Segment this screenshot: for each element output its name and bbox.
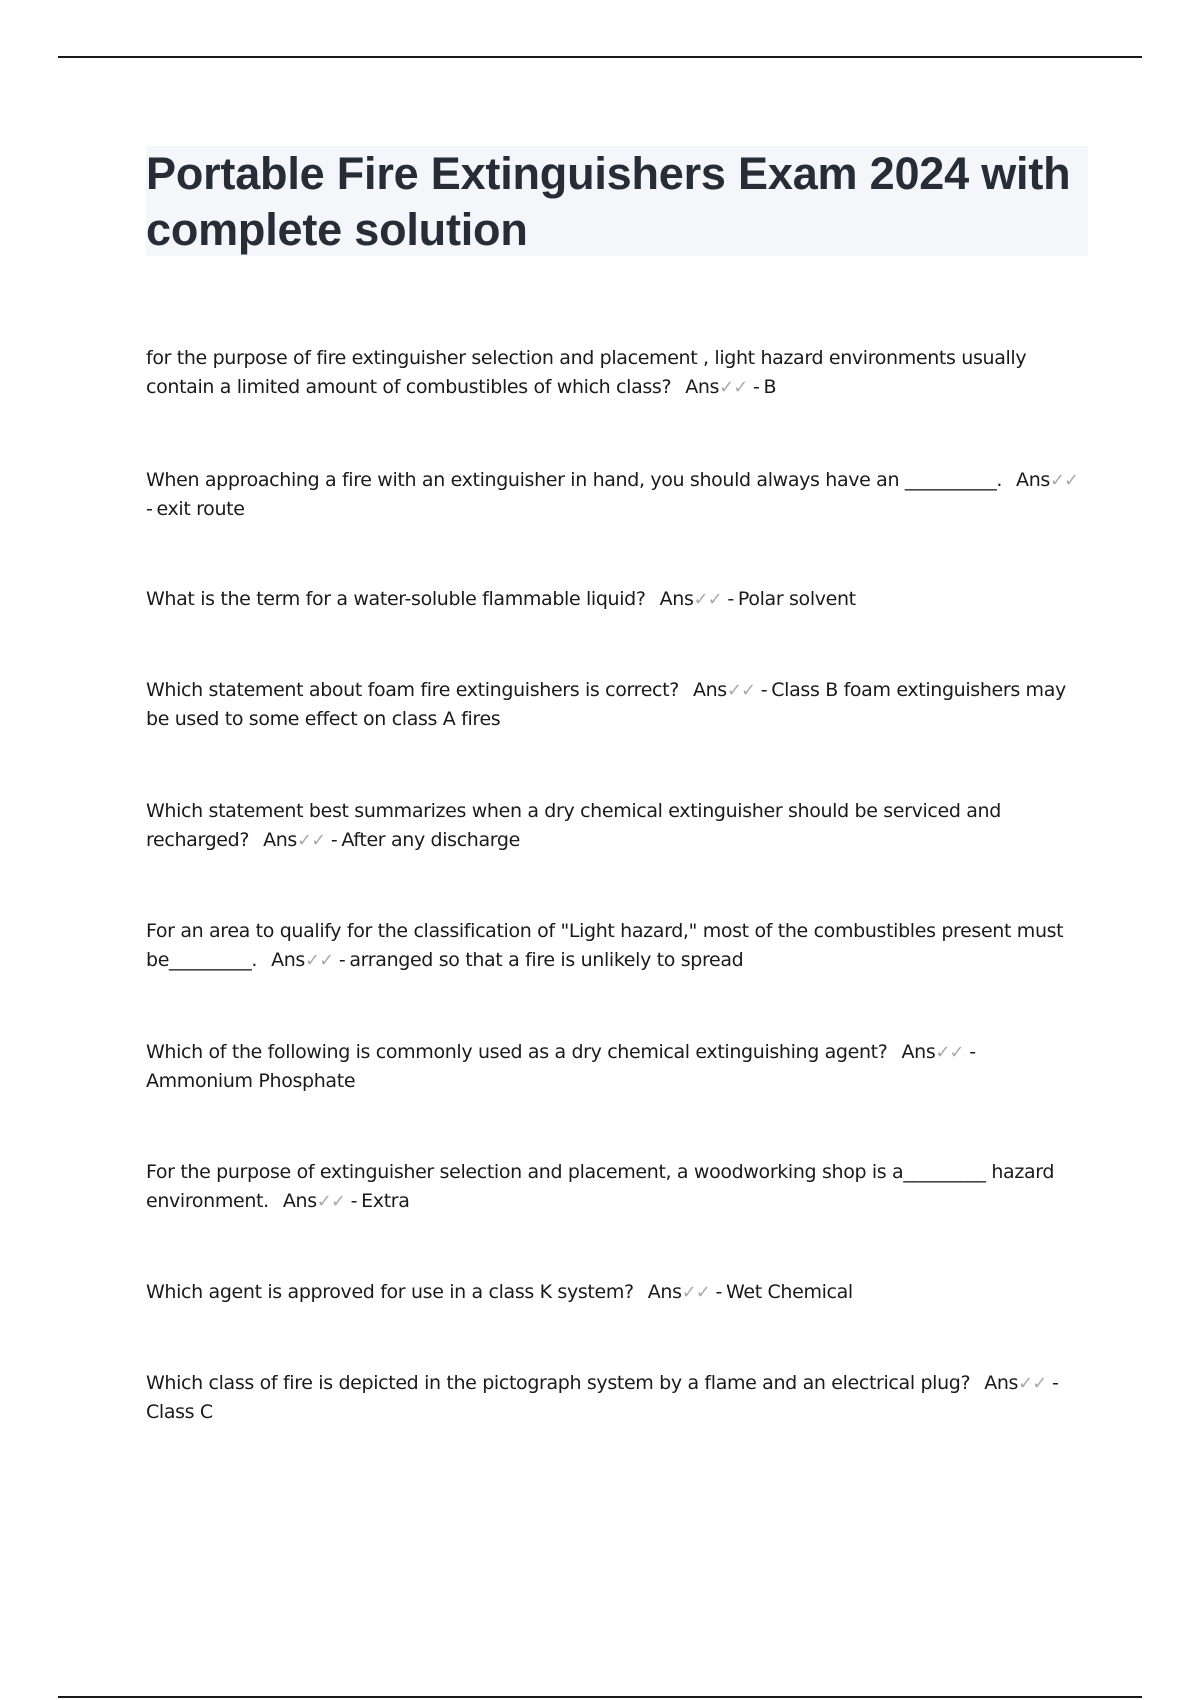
question-text: for the purpose of fire extinguisher selection and placement , light hazard environments usually contain a limited amount of combustibles of which class? bbox=[146, 347, 1027, 398]
question-text: What is the term for a water-soluble flammable liquid? bbox=[146, 588, 646, 610]
check-icon: ✓ bbox=[719, 377, 734, 398]
answer-prefix: Ans bbox=[263, 829, 297, 851]
question-text: Which class of fire is depicted in the pictograph system by a flame and an electrical plug? bbox=[146, 1372, 971, 1394]
answer-separator: - bbox=[146, 498, 153, 520]
question-text: For an area to qualify for the classification of "Light hazard," most of the combustibles present must be_________. bbox=[146, 920, 1064, 971]
answer-text: Class C bbox=[146, 1401, 213, 1423]
qa-item-1 bbox=[146, 344, 1086, 402]
qa-item-7 bbox=[146, 1038, 1086, 1096]
answer-text: Extra bbox=[361, 1190, 410, 1212]
check-icon: ✓ bbox=[316, 1191, 331, 1212]
answer-prefix: Ans bbox=[984, 1372, 1019, 1394]
qa-item-8 bbox=[146, 1158, 1086, 1216]
check-icon: ✓ bbox=[1064, 470, 1079, 491]
check-icon: ✓ bbox=[681, 1282, 696, 1303]
question-text: Which statement about foam fire extinguishers is correct? bbox=[146, 679, 679, 701]
answer-prefix: Ans bbox=[692, 679, 727, 701]
answer-text: After any discharge bbox=[341, 829, 520, 851]
answer-text: arranged so that a fire is unlikely to spread bbox=[349, 949, 744, 971]
check-icon: ✓ bbox=[311, 830, 326, 851]
answer-separator: - bbox=[350, 1190, 358, 1212]
answer-separator: - bbox=[727, 588, 734, 610]
answer-prefix: Ans bbox=[1016, 469, 1050, 491]
check-icon: ✓ bbox=[330, 1191, 345, 1212]
check-icon: ✓ bbox=[1049, 470, 1065, 491]
check-icon: ✓ bbox=[296, 830, 312, 851]
answer-text: B bbox=[763, 376, 777, 398]
answer-text: exit route bbox=[156, 498, 245, 520]
check-icon: ✓ bbox=[695, 1282, 710, 1303]
qa-item-6 bbox=[146, 917, 1086, 975]
check-icon: ✓ bbox=[319, 950, 334, 971]
question-text: Which agent is approved for use in a class K system? bbox=[146, 1281, 634, 1303]
qa-item-5 bbox=[146, 797, 1086, 855]
answer-prefix: Ans bbox=[271, 949, 305, 971]
qa-item-3 bbox=[146, 585, 1086, 614]
answer-prefix: Ans bbox=[901, 1041, 936, 1063]
check-icon: ✓ bbox=[1018, 1373, 1033, 1394]
qa-item-10 bbox=[146, 1369, 1086, 1427]
bottom-rule bbox=[58, 1696, 1142, 1698]
question-text: When approaching a fire with an extinguisher in hand, you should always have an __________. bbox=[146, 469, 1003, 491]
answer-separator: - bbox=[338, 949, 346, 971]
answer-text: Ammonium Phosphate bbox=[146, 1070, 356, 1092]
top-rule bbox=[58, 56, 1142, 58]
answer-prefix: Ans bbox=[685, 376, 720, 398]
answer-text: Polar solvent bbox=[737, 588, 856, 610]
answer-prefix: Ans bbox=[647, 1281, 682, 1303]
question-text: Which statement best summarizes when a dry chemical extinguisher should be serviced and recharged? bbox=[146, 800, 1001, 851]
answer-separator: - bbox=[753, 376, 760, 398]
answer-separator: - bbox=[760, 679, 768, 701]
check-icon: ✓ bbox=[693, 589, 708, 610]
qa-item-4 bbox=[146, 676, 1086, 734]
answer-text: Wet Chemical bbox=[726, 1281, 853, 1303]
page-title: Portable Fire Extinguishers Exam 2024 with complete solution bbox=[146, 148, 1071, 255]
answer-separator: - bbox=[969, 1041, 976, 1063]
check-icon: ✓ bbox=[1032, 1373, 1047, 1394]
answer-text: Class B foam extinguishers may be used to some effect on class A fires bbox=[146, 679, 1066, 730]
answer-prefix: Ans bbox=[659, 588, 694, 610]
check-icon: ✓ bbox=[949, 1042, 964, 1063]
check-icon: ✓ bbox=[733, 377, 748, 398]
answer-separator: - bbox=[330, 829, 338, 851]
check-icon: ✓ bbox=[935, 1042, 950, 1063]
check-icon: ✓ bbox=[304, 950, 320, 971]
answer-prefix: Ans bbox=[282, 1190, 317, 1212]
qa-item-9 bbox=[146, 1278, 1086, 1307]
check-icon: ✓ bbox=[726, 680, 741, 701]
qa-item-2 bbox=[146, 466, 1086, 524]
check-icon: ✓ bbox=[707, 589, 722, 610]
answer-separator: - bbox=[715, 1281, 723, 1303]
question-text: For the purpose of extinguisher selection and placement, a woodworking shop is a_________ hazard environment. bbox=[146, 1161, 1055, 1212]
question-text: Which of the following is commonly used as a dry chemical extinguishing agent? bbox=[146, 1041, 888, 1063]
answer-separator: - bbox=[1052, 1372, 1059, 1394]
title-block bbox=[146, 146, 1088, 256]
check-icon: ✓ bbox=[740, 680, 756, 701]
